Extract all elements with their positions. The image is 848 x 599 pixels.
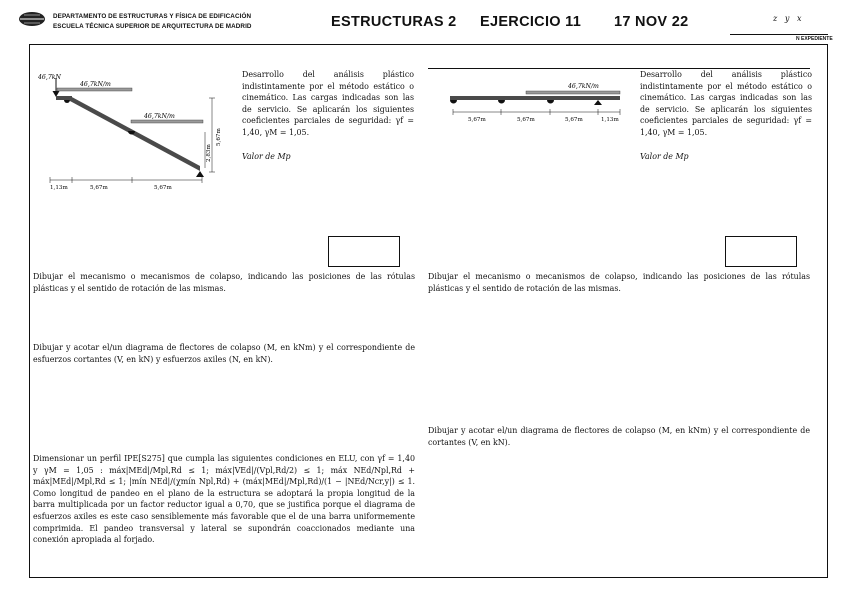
left-q1-text: Dibujar el mecanismo o mecanismos de colapso, indicando las posiciones de las rótulas plásticas y el sentido de rotación de las mismas. [33,272,415,293]
left-intro-text: Desarrollo del análisis plástico indistintamente por el método estático o cinemático. Las cargas indicadas son las de servicio. Se aplicarán los siguientes coeficientes parciales de seguridad: γf = 1,40, γM = 1,05. [242,70,414,137]
right-dim-1: 5,67m [468,117,486,123]
dim-h3-label: 5,67m [154,185,172,191]
right-answer-box[interactable] [725,236,797,267]
expediente-label: N EXPEDIENTE [796,36,833,42]
school-name: ESCUELA TÉCNICA SUPERIOR DE ARQUITECTURA DE MADRID [53,23,252,30]
dim-h1-label: 1,13m [50,185,68,191]
left-answer-box[interactable] [328,236,400,267]
left-q3-text: Dimensionar un perfil IPE[S275] que cumpla las siguientes condiciones en ELU, con γf = 1,40 y γM = 1,05 : máx|MEd|/Mpl,Rd ≤ 1; máx|VEd|/(Vpl,Rd/2) ≤ 1; máx NEd/Npl,Rd + máx|MEd|/Mpl,Rd ≤ 1; |mín NEd|/(χmín Npl,Rd) + (máx|MEd|/Mpl,Rd)/(1 − |NEd/Ncr,y|) ≤ 1. Como longitud de pandeo en el plano de la estructura se adoptará la propia longitud de la barra multiplicada por un factor reductor igual a 0,70, que se justifica porque el diagrama de esfuerzos axiles es este caso sensiblemente más favorable que el de una barra uniformemente comprimida. El pandeo transversal y lateral se supondrán coaccionados mediante una conexión apropiada al forjado. [33,454,415,545]
right-dist-load-label: 46,7kN/m [568,83,599,90]
left-structure-diagram [34,68,234,193]
dim-h2-label: 5,67m [90,185,108,191]
right-q1-text: Dibujar el mecanismo o mecanismos de colapso, indicando las posiciones de las rótulas plásticas y el sentido de rotación de las mismas. [428,272,810,293]
dim-v2-label: 5,67m [216,128,222,146]
right-dim-2: 5,67m [517,117,535,123]
expediente-line [730,34,828,35]
dist-load-top-label: 46,7kN/m [80,81,111,88]
school-logo-icon [18,11,46,27]
dist-load-mid-label: 46,7kN/m [144,113,175,120]
exam-date: 17 NOV 22 [614,14,689,30]
right-structure-diagram [446,74,626,134]
right-valor-mp: Valor de Mp [640,152,689,161]
subject-title: ESTRUCTURAS 2 [331,14,457,30]
zyx-label: z y x [773,14,802,23]
dim-v1-label: 2,83m [206,144,212,162]
department-name: DEPARTAMENTO DE ESTRUCTURAS Y FÍSICA DE EDIFICACIÓN [53,13,252,20]
right-intro-text: Desarrollo del análisis plástico indistintamente por el método estático o cinemático. Las cargas indicadas son las de servicio. Se aplicarán los siguientes coeficientes parciales de seguridad: γf = 1,40, γM = 1,05. [640,70,812,137]
point-load-label: 46,7kN [38,74,61,81]
right-q2-text: Dibujar y acotar el/un diagrama de flectores de colapso (M, en kNm) y el correspondiente de cortantes (V, en kN). [428,426,810,447]
right-dim-4: 1,13m [601,117,619,123]
left-valor-mp: Valor de Mp [242,152,291,161]
left-q2-text: Dibujar y acotar el/un diagrama de flectores de colapso (M, en kNm) y el correspondiente de esfuerzos cortantes (V, en kN) y esfuerzos axiles (N, en kN). [33,343,415,364]
right-dim-3: 5,67m [565,117,583,123]
exercise-number: EJERCICIO 11 [480,14,582,30]
